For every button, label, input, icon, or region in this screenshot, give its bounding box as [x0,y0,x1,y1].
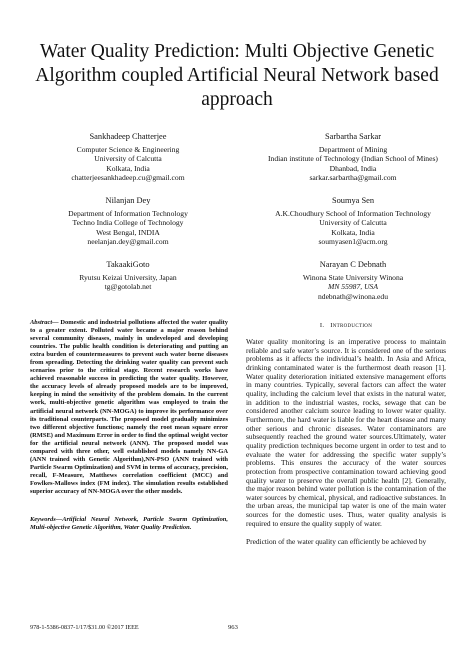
intro-paragraph: Water quality monitoring is an imperative process to maintain reliable and safe water’s source. It is considered one of the serious problems as it affects the individual’s health. In Asia and Africa, drinking contaminated water is the furthermost death reason [1]. Water quality deterioration initiated extensive management efforts in many countries. Typically, several factors can affect the water quality, including the calcium level that exists in the natural water, in addition to the industrial wastes, rocks, sewage that can be considered another calcium source leading to lower water quality. Furthermore, the hard water is liable for the heart disease and many other serious and chronic diseases. Water contaminators are subsequently reached the ground water sources.Ultimately, water quality prediction techniques become urgent in order to test and to evaluate the water for addressing the specific water supply’s problems. This ensures the accuracy of the water sources protection from prospective contamination toward achieving good quality water to preserve the overall public health [2]. Generally, the major reason behind water pollution is the contamination of the water sources by chemical, physical, and radioactive substances. In the urban areas, the municipal tap water is one of the main water sources for the domestic uses. Thus, water quality analysis is required to ensure the quality supply of water. [246,337,446,528]
author-affiliation: Kolkata, India [331,227,375,237]
author-affiliation: Ryutsu Keizai University, Japan [79,272,177,282]
author-email: ndebnath@winona.edu [317,291,389,301]
author-affiliation: Department of Information Technology [68,208,188,218]
author-affiliation: Indian institute of Technology (Indian School of Mines) [268,154,438,164]
abstract [30,319,228,496]
author-block-2 [248,132,458,183]
author-affiliation: West Bengal, INDIA [96,227,160,237]
author-email: sarkar.sarbartha@gmail.com [309,173,397,183]
author-affiliation: University of Calcutta [94,154,162,164]
introduction-body [246,338,446,557]
section-number: I. [319,322,325,329]
author-affiliation: Kolkata, India [106,163,150,173]
intro-paragraph: Prediction of the water quality can efficiently be achieved by [246,537,427,547]
author-affiliation: A.K.Choudhury School of Information Technology [275,208,431,218]
author-name: Sankhadeep Chatterjee [89,132,167,141]
author-affiliation: Department of Mining [318,144,388,154]
author-email: soumyasen1@acm.org [318,237,388,247]
author-block-3 [30,196,226,247]
paper-title: Water Quality Prediction: Multi Objective Genetic Algorithm coupled Artificial Neural Network based approach [35,41,439,110]
author-affiliation: University of Calcutta [319,218,387,228]
author-email: neelanjan.dey@gmail.com [87,237,169,247]
author-block-1 [30,132,226,183]
author-block-5 [30,260,226,292]
author-name: Nilanjan Dey [105,196,151,205]
section-heading [246,322,446,329]
author-block-4 [248,196,458,247]
author-affiliation: Techno India College of Technology [72,218,184,228]
author-email: chatterjeesankhadeep.cu@gmail.com [71,173,185,183]
author-email: tg@gotolab.net [104,282,152,292]
footer-isbn: 978-1-5386-0837-1/17/$31.00 ©2017 IEEE [30,624,139,631]
abstract-lead: Abstract— [30,319,59,326]
abstract-text: Domestic and industrial pollutions affected the water quality to a greater extent. Polluted water became a major reason behind several community diseases, mainly in undeveloped and developing countries. The public health condition is deteriorating and putting an extra burden of countermeasures to prevent such water borne diseases from spreading. Detecting the drinking water quality can prevent such scenarios prior to the critical stage. Recent research works have achieved reasonable success in predicting the water quality. However, the accuracy levels of already proposed models are to be improved, keeping in mind the sensitivity of the problem domain. In the current work, multi-objective genetic algorithm was employed to train the artificial neural network (NN-MOGA) to improve its performance over its traditional counterparts. The proposed model gradually minimizes two different objective functions; namely the root mean square error (RMSE) and Maximum Error in order to find the optimal weight vector for the artificial neural network (ANN). The proposed model was compared with three other, well established models namely NN-GA (ANN trained with Genetic Algorithm),NN-PSO (ANN trained with Particle Swarm Optimization) and SVM in terms of accuracy, precision, recall, F-Measure, Matthews correlation coefficient (MCC) and Fowlkes-Mallows index (FM index). The simulation results established superior accuracy of NN-MOGA over the other models. [30,319,228,495]
author-affiliation: Dhanbad, India [329,163,377,173]
keywords: Keywords—Artificial Neural Network, Particle Swarm Optimization, Multi-objective Genetic Algorithm, Water Quality Prediction. [30,516,228,532]
author-affiliation: MN 55987, USA [328,282,378,292]
section-title: Introduction [330,322,373,329]
author-affiliation: Computer Science & Engineering [76,144,180,154]
author-name: Sarbartha Sarkar [324,132,382,141]
author-name: TakaakiGoto [106,260,150,269]
author-name: Narayan C Debnath [319,260,387,269]
author-name: Soumya Sen [331,196,375,205]
author-block-6 [248,260,458,301]
page-number: 963 [228,624,238,631]
author-affiliation: Winona State University Winona [302,272,404,282]
